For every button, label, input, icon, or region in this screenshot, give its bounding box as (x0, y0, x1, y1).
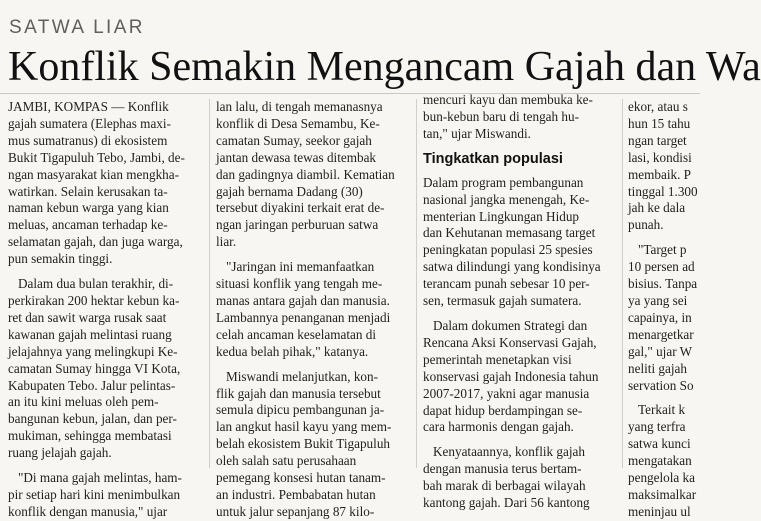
body-text-line: celah ancaman keselamatan di (216, 326, 376, 342)
body-text-line: Rencana Aksi Konservasi Gajah, (423, 334, 597, 350)
paragraph-gap (8, 268, 203, 276)
paragraph-gap (216, 361, 411, 369)
paragraph-gap (8, 462, 203, 470)
body-text-line: sen, termasuk gajah sumatera. (423, 293, 582, 309)
body-text-line: satwa kunci (628, 436, 691, 452)
body-text-line: bun-kebun baru di tengah hu- (423, 108, 580, 124)
article-column-2 (216, 99, 411, 519)
body-text-line: dapat hidup berdampingan se- (423, 402, 583, 418)
body-text-line: jantan dewasa tewas ditembak (216, 149, 377, 165)
body-text-line: neliti gajah (628, 360, 687, 376)
body-text-line: pir setiap hari kini menimbulkan (8, 486, 181, 502)
body-text-line: ngan masyarakat kian mengkha- (8, 166, 180, 182)
paragraph-gap (216, 251, 411, 259)
body-text-line: menargetkar (628, 326, 694, 342)
body-text-line: dan gadingnya diambil. Kematian (216, 166, 395, 182)
body-text-line: gajah sumatera (Elephas maxi- (8, 115, 171, 131)
body-text-line: konservasi gajah Indonesia tahun (423, 368, 599, 384)
body-text-line: selamatan gajah, dan juga warga, (8, 234, 183, 250)
body-text-line: yang terfra (628, 419, 686, 435)
body-text-line: membaik. P (628, 166, 692, 182)
column-divider (209, 99, 210, 468)
body-text-line: kedua belah pihak," katanya. (216, 343, 369, 359)
body-text-line: mukiman, sehingga membatasi (8, 428, 172, 444)
body-text-line: perkirakan 200 hektar kebun ka- (8, 292, 180, 308)
body-text-line: "Target p (638, 242, 687, 258)
body-text-line: "Jaringan ini memanfaatkan (226, 259, 375, 275)
body-text-line: Kabupaten Tebo. Jalur pelintas- (8, 377, 176, 393)
body-text-line: ruang jelajah gajah. (8, 445, 112, 461)
body-text-line: Dalam dua bulan terakhir, di- (18, 276, 174, 292)
body-text-line: semula dipicu pembangunan ja- (216, 402, 385, 418)
body-text-line: ya yang sei (628, 292, 688, 308)
body-text-line: an industri. Pembabatan hutan (216, 486, 376, 502)
body-text-line: Kenyataannya, konflik gajah (433, 444, 585, 460)
body-text-line: konflik dengan manusia," ujar (8, 503, 168, 519)
body-text-line: punah. (628, 217, 664, 233)
body-text-line: Terkait k (638, 402, 686, 418)
article-column-4 (628, 99, 700, 519)
body-text-line: "Di mana gajah melintas, ham- (18, 470, 182, 486)
paragraph-gap (423, 436, 618, 444)
article-column-3 (423, 92, 618, 511)
body-text-line: Dalam program pembangunan (423, 174, 584, 190)
body-text-line: Dalam dokumen Strategi dan (433, 317, 588, 333)
body-text-line: kawanan gajah melintasi ruang (8, 326, 172, 342)
body-text-line: pemegang konsesi hutan tanam- (216, 470, 386, 486)
body-text-line: tan," ujar Miswandi. (423, 125, 531, 141)
body-text-line: ngan target (628, 132, 687, 148)
body-text-line: camatan Sumay hingga VI Kota, (8, 360, 181, 376)
section-subheading: Tingkatkan populasi (423, 150, 563, 167)
body-text-line: cara harmonis dengan gajah. (423, 419, 574, 435)
body-text-line: dengan manusia terus bertam- (423, 461, 582, 477)
body-text-line: bisius. Tanpa (628, 276, 698, 292)
body-text-line: ngan jaringan perburuan satwa (216, 217, 379, 233)
body-text-line: lan angkut hasil kayu yang mem- (216, 419, 392, 435)
body-text-line: camatan Sumay, seekor gajah (216, 132, 372, 148)
body-text-line: mus sumatranus) di ekosistem (8, 132, 168, 148)
body-text-line: situasi konflik yang tengah me- (216, 276, 383, 292)
body-text-line: belah ekosistem Bukit Tigapuluh (216, 436, 391, 452)
paragraph-gap (628, 394, 700, 402)
body-text-line: jelajahnya yang melingkupi Ke- (8, 343, 178, 359)
body-text-line: jah ke dala (628, 200, 686, 216)
body-text-line: ekor, atau s (628, 99, 688, 114)
body-text-line: nasional jangka menengah, Ke- (423, 191, 590, 207)
body-text-line: lasi, kondisi (628, 149, 692, 165)
body-text-line: manas antara gajah dan manusia. (216, 292, 390, 308)
body-text-line: pemerintah menetapkan visi (423, 351, 572, 367)
paragraph-gap (628, 234, 700, 242)
body-text-line: watirkan. Selain kerusakan ta- (8, 183, 168, 199)
body-text-line: Bukit Tigapuluh Tebo, Jambi, de- (8, 149, 185, 165)
body-text-line: 10 persen ad (628, 259, 695, 275)
body-text-line: lan lalu, di tengah memanasnya (216, 99, 383, 114)
body-text-line: gajah bernama Dadang (30) (216, 183, 363, 199)
body-text-line: mencuri kayu dan membuka ke- (423, 92, 593, 107)
body-text-line: liar. (216, 234, 237, 250)
body-text-line: flik gajah dan manusia tersebut (216, 385, 381, 401)
body-text-line: dan Kehutanan memasang target (423, 225, 596, 241)
body-text-line: naman kebun warga yang kian (8, 200, 169, 216)
body-text-line: gal," ujar W (628, 343, 693, 359)
body-text-line: tersebut diyakini terkait erat de- (216, 200, 385, 216)
article-column-1 (8, 99, 203, 519)
body-text-line: bah marak di berbagai wilayah (423, 478, 586, 494)
body-text-line: menterian Lingkungan Hidup (423, 208, 580, 224)
body-text-line: untuk jalur sepanjang 87 kilo- (216, 503, 375, 519)
body-text-line: terancam punah sebesar 10 per- (423, 276, 590, 292)
body-text-line: mengatakan (628, 453, 692, 469)
body-text-line: pun semakin tinggi. (8, 251, 113, 267)
column-divider (416, 99, 417, 468)
body-text-line: ret dan sawit warga rusak saat (8, 309, 167, 325)
column-divider (622, 99, 623, 468)
body-text-line: an itu kini meluas oleh pem- (8, 394, 159, 410)
body-text-line: JAMBI, KOMPAS — Konflik (8, 99, 169, 114)
body-text-line: Miswandi melanjutkan, kon- (226, 368, 378, 384)
body-text-line: hun 15 tahu (628, 115, 691, 131)
body-text-line: servation So (628, 377, 694, 393)
section-rubric: SATWA LIAR (9, 17, 145, 38)
body-text-line: peningkatan populasi 25 spesies (423, 242, 593, 258)
body-text-line: maksimalkar (628, 486, 697, 502)
paragraph-gap (423, 310, 618, 318)
body-text-line: satwa dilindungi yang kondisinya (423, 259, 601, 275)
body-text-line: Lambannya penanganan menjadi (216, 309, 391, 325)
body-text-line: pengelola ka (628, 470, 696, 486)
body-text-line: kantong gajah. Dari 56 kantong (423, 495, 590, 511)
body-text-line: meluas, ancaman terhadap ke- (8, 217, 168, 233)
body-text-line: konflik di Desa Semambu, Ke- (216, 115, 380, 131)
body-text-line: bangunan kebun, jalan, dan per- (8, 411, 177, 427)
body-text-line: oleh salah satu perusahaan (216, 453, 357, 469)
article-headline: Konflik Semakin Mengancam Gajah dan Wa (8, 44, 761, 90)
body-text-line: capainya, in (628, 309, 692, 325)
body-text-line: 2007-2017, yakni agar manusia (423, 385, 590, 401)
body-text-line: tinggal 1.300 (628, 183, 698, 199)
body-text-line: meninjau ul (628, 503, 691, 519)
